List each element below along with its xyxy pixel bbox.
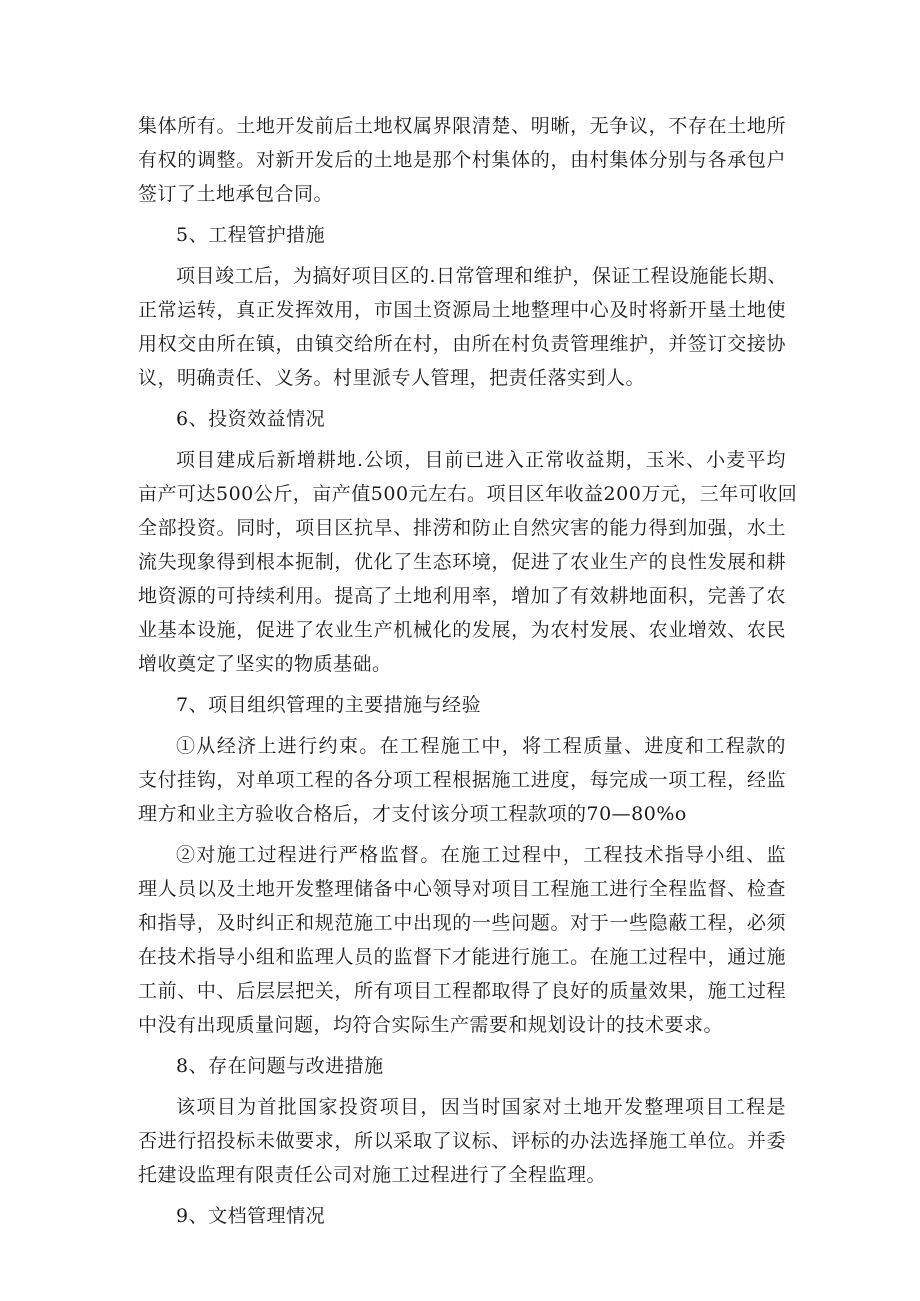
text-line: 增收奠定了坚实的物质基础。 — [138, 653, 392, 675]
text-line: 集体所有。土地开发前后土地权属界限清楚、明晰，无争议，不存在土地所 — [138, 115, 786, 137]
text-line: 托建设监理有限责任公司对施工过程进行了全程监理。 — [138, 1164, 607, 1186]
text-line: ①从经济上进行约束。在工程施工中，将工程质量、进度和工程款的 — [176, 735, 786, 757]
text-line: 正常运转，真正发挥效用，市国土资源局土地整理中心及时将新开垦土地使 — [138, 299, 786, 321]
text-line: ②对施工过程进行严格监督。在施工过程中，工程技术指导小组、监 — [176, 844, 786, 866]
text-line: 业基本设施，促进了农业生产机械化的发展，为农村发展、农业增效、农民 — [138, 619, 786, 641]
text-line: 项目竣工后，为搞好项目区的.日常管理和维护，保证工程设施能长期、 — [176, 265, 788, 287]
text-line: 该项目为首批国家投资项目，因当时国家对土地开发整理项目工程是 — [176, 1096, 786, 1118]
document-body — [138, 109, 798, 1233]
section-heading: 7、项目组织管理的主要措施与经验 — [176, 694, 482, 716]
text-line: 理方和业主方验收合格后，才支付该分项工程款项的70—80%o — [138, 803, 687, 825]
section-heading: 6、投资效益情况 — [176, 408, 326, 430]
section-heading: 8、存在问题与改进措施 — [176, 1055, 384, 1077]
text-line: 支付挂钩，对单项工程的各分项工程根据施工进度，每完成一项工程，经监 — [138, 769, 786, 791]
text-line: 地资源的可持续利用。提高了土地利用率，增加了有效耕地面积，完善了农 — [138, 585, 786, 607]
paragraph — [138, 109, 786, 211]
text-line: 理人员以及土地开发整理储备中心领导对项目工程施工进行全程监督、检查 — [138, 878, 786, 900]
paragraph — [138, 443, 798, 681]
text-line: 亩产可达500公斤，亩产值500元左右。项目区年收益200万元，三年可收回 — [138, 483, 798, 505]
section-heading: 5、工程管护措施 — [176, 224, 326, 246]
section-heading: 9、文档管理情况 — [176, 1205, 326, 1227]
paragraph — [138, 259, 786, 395]
text-line: 项目建成后新增耕地.公顷，目前已进入正常收益期，玉米、小麦平均 — [176, 449, 786, 471]
text-line: 用权交由所在镇，由镇交给所在村，由所在村负责管理维护，并签订交接协 — [138, 333, 786, 355]
text-line: 签订了土地承包合同。 — [138, 183, 334, 205]
text-line: 否进行招投标未做要求，所以采取了议标、评标的办法选择施工单位。并委 — [138, 1130, 786, 1152]
text-line: 中没有出现质量问题，均符合实际生产需要和规划设计的技术要求。 — [138, 1014, 724, 1036]
text-line: 议，明确责任、义务。村里派专人管理，把责任落实到人。 — [138, 367, 646, 389]
text-line: 流失现象得到根本扼制，优化了生态环境，促进了农业生产的良性发展和耕 — [138, 551, 786, 573]
text-line: 全部投资。同时，项目区抗旱、排涝和防止自然灾害的能力得到加强，水土 — [138, 517, 786, 539]
paragraph — [138, 838, 786, 1042]
text-line: 在技术指导小组和监理人员的监督下才能进行施工。在施工过程中，通过施 — [138, 946, 786, 968]
paragraph — [138, 1090, 786, 1192]
paragraph — [138, 729, 786, 831]
text-line: 有权的调整。对新开发后的土地是那个村集体的，由村集体分别与各承包户 — [138, 149, 786, 171]
text-line: 和指导，及时纠正和规范施工中出现的一些问题。对于一些隐蔽工程，必须 — [138, 912, 786, 934]
text-line: 工前、中、后层层把关，所有项目工程都取得了良好的质量效果，施工过程 — [138, 980, 786, 1002]
